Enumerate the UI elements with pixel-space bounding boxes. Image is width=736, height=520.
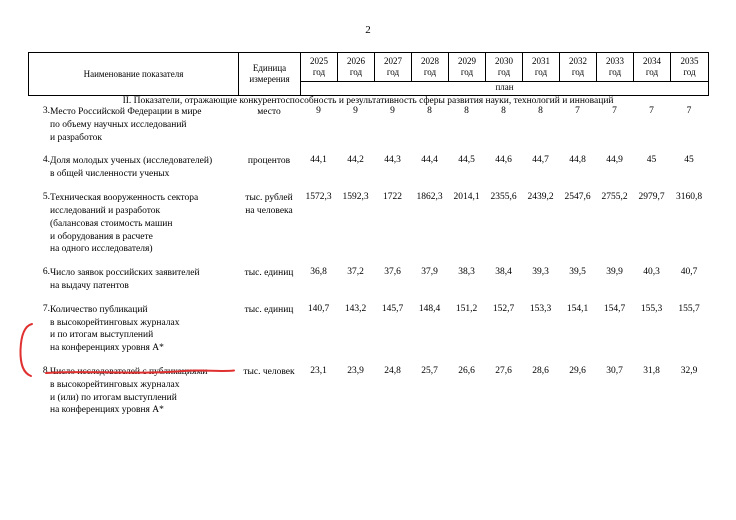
row-name-line: на выдачу патентов <box>50 280 129 291</box>
row-name-line: в общей численности ученых <box>50 169 170 180</box>
row-value: 7 <box>686 106 692 116</box>
indicators-table-header <box>28 52 709 96</box>
row-unit <box>238 106 300 144</box>
row-value: 31,8 <box>643 366 660 376</box>
row-number: 5. <box>42 192 50 203</box>
row-unit <box>238 267 300 293</box>
row-value: 154,1 <box>566 303 589 314</box>
row-value: 2755,2 <box>601 192 628 203</box>
row-value: 44,2 <box>347 155 364 166</box>
row-value: 44,4 <box>421 155 438 166</box>
row-value: 44,7 <box>532 155 549 166</box>
row-spacer <box>28 144 708 155</box>
header-year-2025 <box>301 53 338 82</box>
row-value: 37,6 <box>384 267 401 278</box>
header-year-word: год <box>645 67 659 78</box>
row-value: 40,3 <box>643 267 660 278</box>
header-year-word: год <box>608 67 622 78</box>
header-year-num: 2034 <box>643 55 661 66</box>
header-year-num: 2027 <box>384 55 402 66</box>
header-year-num: 2025 <box>310 55 328 66</box>
table-row <box>28 106 708 144</box>
row-value: 45 <box>646 155 657 166</box>
section-title: II. Показатели, отражающие конкурентоспособность и результативность сферы развития науки, технологий и инноваций <box>122 96 614 106</box>
header-year-num: 2035 <box>680 55 699 66</box>
row-value: 9 <box>390 106 395 116</box>
table-header-row <box>29 53 709 82</box>
header-year-num: 2030 <box>495 55 513 66</box>
row-name-line: Место Российской Федерации в мире <box>50 107 202 117</box>
row-value: 153,3 <box>529 303 552 314</box>
header-year-num: 2032 <box>569 55 587 66</box>
row-value: 39,9 <box>606 267 623 278</box>
row-unit-line: тыс. единиц <box>244 304 294 315</box>
header-plan-label: план <box>301 82 709 96</box>
header-year-2032 <box>560 53 597 82</box>
row-value: 29,6 <box>569 366 586 376</box>
row-value: 23,1 <box>310 366 327 376</box>
row-number: 8. <box>42 366 50 376</box>
row-value: 1592,3 <box>342 192 369 203</box>
row-indicator-name <box>50 304 238 355</box>
row-value: 44,5 <box>458 155 475 166</box>
row-unit <box>238 366 300 417</box>
row-value: 8 <box>464 106 469 116</box>
row-value: 1722 <box>383 192 402 203</box>
header-year-word: год <box>571 67 585 78</box>
row-name-line: и оборудования в расчете <box>50 231 153 242</box>
header-unit-line2: измерения <box>249 74 290 84</box>
row-spacer <box>28 293 708 304</box>
row-name-line: (балансовая стоимость машин <box>50 218 173 229</box>
row-name-line: Количество публикаций <box>50 304 148 315</box>
row-name-line: и по итогам выступлений <box>50 330 154 341</box>
row-value: 9 <box>353 106 358 116</box>
section-title-row <box>28 96 708 106</box>
row-value: 32,9 <box>680 366 698 376</box>
row-unit-line: на человека <box>245 205 293 216</box>
header-year-word: год <box>386 67 400 78</box>
row-value: 145,7 <box>381 303 404 314</box>
row-spacer <box>28 256 708 267</box>
row-value: 38,3 <box>458 267 475 278</box>
row-value: 26,6 <box>458 366 475 376</box>
row-value: 8 <box>501 106 506 116</box>
row-value: 36,8 <box>310 267 327 278</box>
header-year-word: год <box>683 67 696 78</box>
row-indicator-name <box>50 155 238 181</box>
row-value: 40,7 <box>680 267 698 278</box>
row-number: 6. <box>42 267 50 278</box>
row-value: 2979,7 <box>638 192 665 203</box>
row-value: 7 <box>612 106 617 116</box>
row-value: 37,9 <box>421 267 438 278</box>
row-unit-line: тыс. единиц <box>244 268 294 279</box>
row-value: 39,3 <box>532 267 549 278</box>
table-row <box>28 192 708 256</box>
row-value: 27,6 <box>495 366 512 376</box>
row-value: 7 <box>649 106 654 116</box>
row-unit-line: место <box>257 107 281 117</box>
row-number: 3. <box>42 106 50 116</box>
header-year-2027 <box>375 53 412 82</box>
row-value: 44,9 <box>606 155 623 166</box>
row-value: 1572,3 <box>305 192 332 203</box>
header-year-word: год <box>423 67 437 78</box>
row-value: 38,4 <box>495 267 512 278</box>
row-unit <box>238 155 300 181</box>
row-value: 155,7 <box>678 303 700 314</box>
row-value: 30,7 <box>606 366 623 376</box>
row-value: 9 <box>316 106 321 116</box>
row-value: 8 <box>427 106 432 116</box>
row-number: 7. <box>42 303 50 314</box>
row-indicator-name <box>50 106 238 144</box>
header-indicator-name: Наименование показателя <box>29 53 239 96</box>
row-unit-line: тыс. рублей <box>245 193 293 204</box>
row-value: 25,7 <box>421 366 438 376</box>
row-value: 45 <box>684 155 694 166</box>
header-year-word: год <box>534 67 548 78</box>
indicators-table-body <box>28 96 708 417</box>
row-value: 39,5 <box>569 267 586 278</box>
row-indicator-name <box>50 366 238 417</box>
row-unit-line: тыс. человек <box>243 367 295 377</box>
header-year-2030 <box>486 53 523 82</box>
row-value: 2439,2 <box>527 192 554 203</box>
row-name-line: в высокорейтинговых журналах <box>50 317 180 328</box>
header-year-word: год <box>312 67 326 78</box>
page-number: 2 <box>365 24 371 36</box>
header-year-num: 2029 <box>458 55 476 66</box>
row-name-line: в высокорейтинговых журналах <box>50 379 180 390</box>
row-value: 2014,1 <box>453 192 480 203</box>
row-value: 2547,6 <box>564 192 591 203</box>
header-year-2035 <box>671 53 709 82</box>
header-year-num: 2033 <box>606 55 624 66</box>
header-year-2028 <box>412 53 449 82</box>
row-unit-line: процентов <box>247 156 291 167</box>
row-value: 154,7 <box>603 303 626 314</box>
document-body <box>28 52 708 417</box>
row-value: 140,7 <box>307 303 330 314</box>
header-year-2034 <box>634 53 671 82</box>
row-value: 44,6 <box>495 155 512 166</box>
table-row <box>28 155 708 181</box>
row-value: 44,1 <box>310 155 327 166</box>
row-name-line: и разработок <box>50 132 102 143</box>
row-name-line: по объему научных исследований <box>50 119 187 130</box>
row-value: 7 <box>575 106 580 116</box>
row-name-line: Число заявок российских заявителей <box>50 268 200 279</box>
row-unit <box>238 192 300 256</box>
row-name-line: на одного исследователя) <box>50 244 153 255</box>
row-name-line: Доля молодых ученых (исследователей) <box>50 156 213 167</box>
row-value: 44,8 <box>569 155 586 166</box>
header-year-num: 2028 <box>421 55 439 66</box>
row-spacer <box>28 355 708 366</box>
header-year-num: 2026 <box>347 55 365 66</box>
table-row <box>28 267 708 293</box>
row-value: 143,2 <box>344 303 367 314</box>
row-indicator-name <box>50 192 238 256</box>
row-value: 28,6 <box>532 366 549 376</box>
row-name-line: исследований и разработок <box>50 205 161 216</box>
row-value: 24,8 <box>384 366 401 376</box>
header-year-2029 <box>449 53 486 82</box>
header-year-2026 <box>338 53 375 82</box>
header-year-2031 <box>523 53 560 82</box>
row-value: 3160,8 <box>675 192 703 203</box>
row-name-line: на конференциях уровня A* <box>50 405 164 416</box>
row-name-line: на конференциях уровня A* <box>50 343 164 354</box>
header-year-2033 <box>597 53 634 82</box>
header-year-word: год <box>460 67 474 78</box>
row-name-line: и (или) по итогам выступлений <box>50 392 177 403</box>
header-year-word: год <box>349 67 363 78</box>
row-indicator-name <box>50 267 238 293</box>
row-value: 23,9 <box>347 366 364 376</box>
header-unit <box>239 53 301 96</box>
header-year-num: 2031 <box>532 55 550 66</box>
row-value: 2355,6 <box>490 192 517 203</box>
table-row <box>28 304 708 355</box>
row-value: 155,3 <box>640 303 663 314</box>
row-name-line: Число исследователей с публикациями <box>50 367 208 377</box>
row-value: 152,7 <box>492 303 515 314</box>
table-row <box>28 366 708 417</box>
row-value: 151,2 <box>455 303 478 314</box>
row-value: 148,4 <box>418 303 441 314</box>
row-value: 8 <box>538 106 543 116</box>
row-value: 44,3 <box>384 155 401 166</box>
row-unit <box>238 304 300 355</box>
row-value: 37,2 <box>347 267 364 278</box>
row-spacer <box>28 181 708 192</box>
row-name-line: Техническая вооруженность сектора <box>50 193 199 204</box>
header-year-word: год <box>497 67 511 78</box>
header-unit-line1: Единица <box>252 62 287 73</box>
row-number: 4. <box>42 155 50 166</box>
row-value: 1862,3 <box>416 192 443 203</box>
